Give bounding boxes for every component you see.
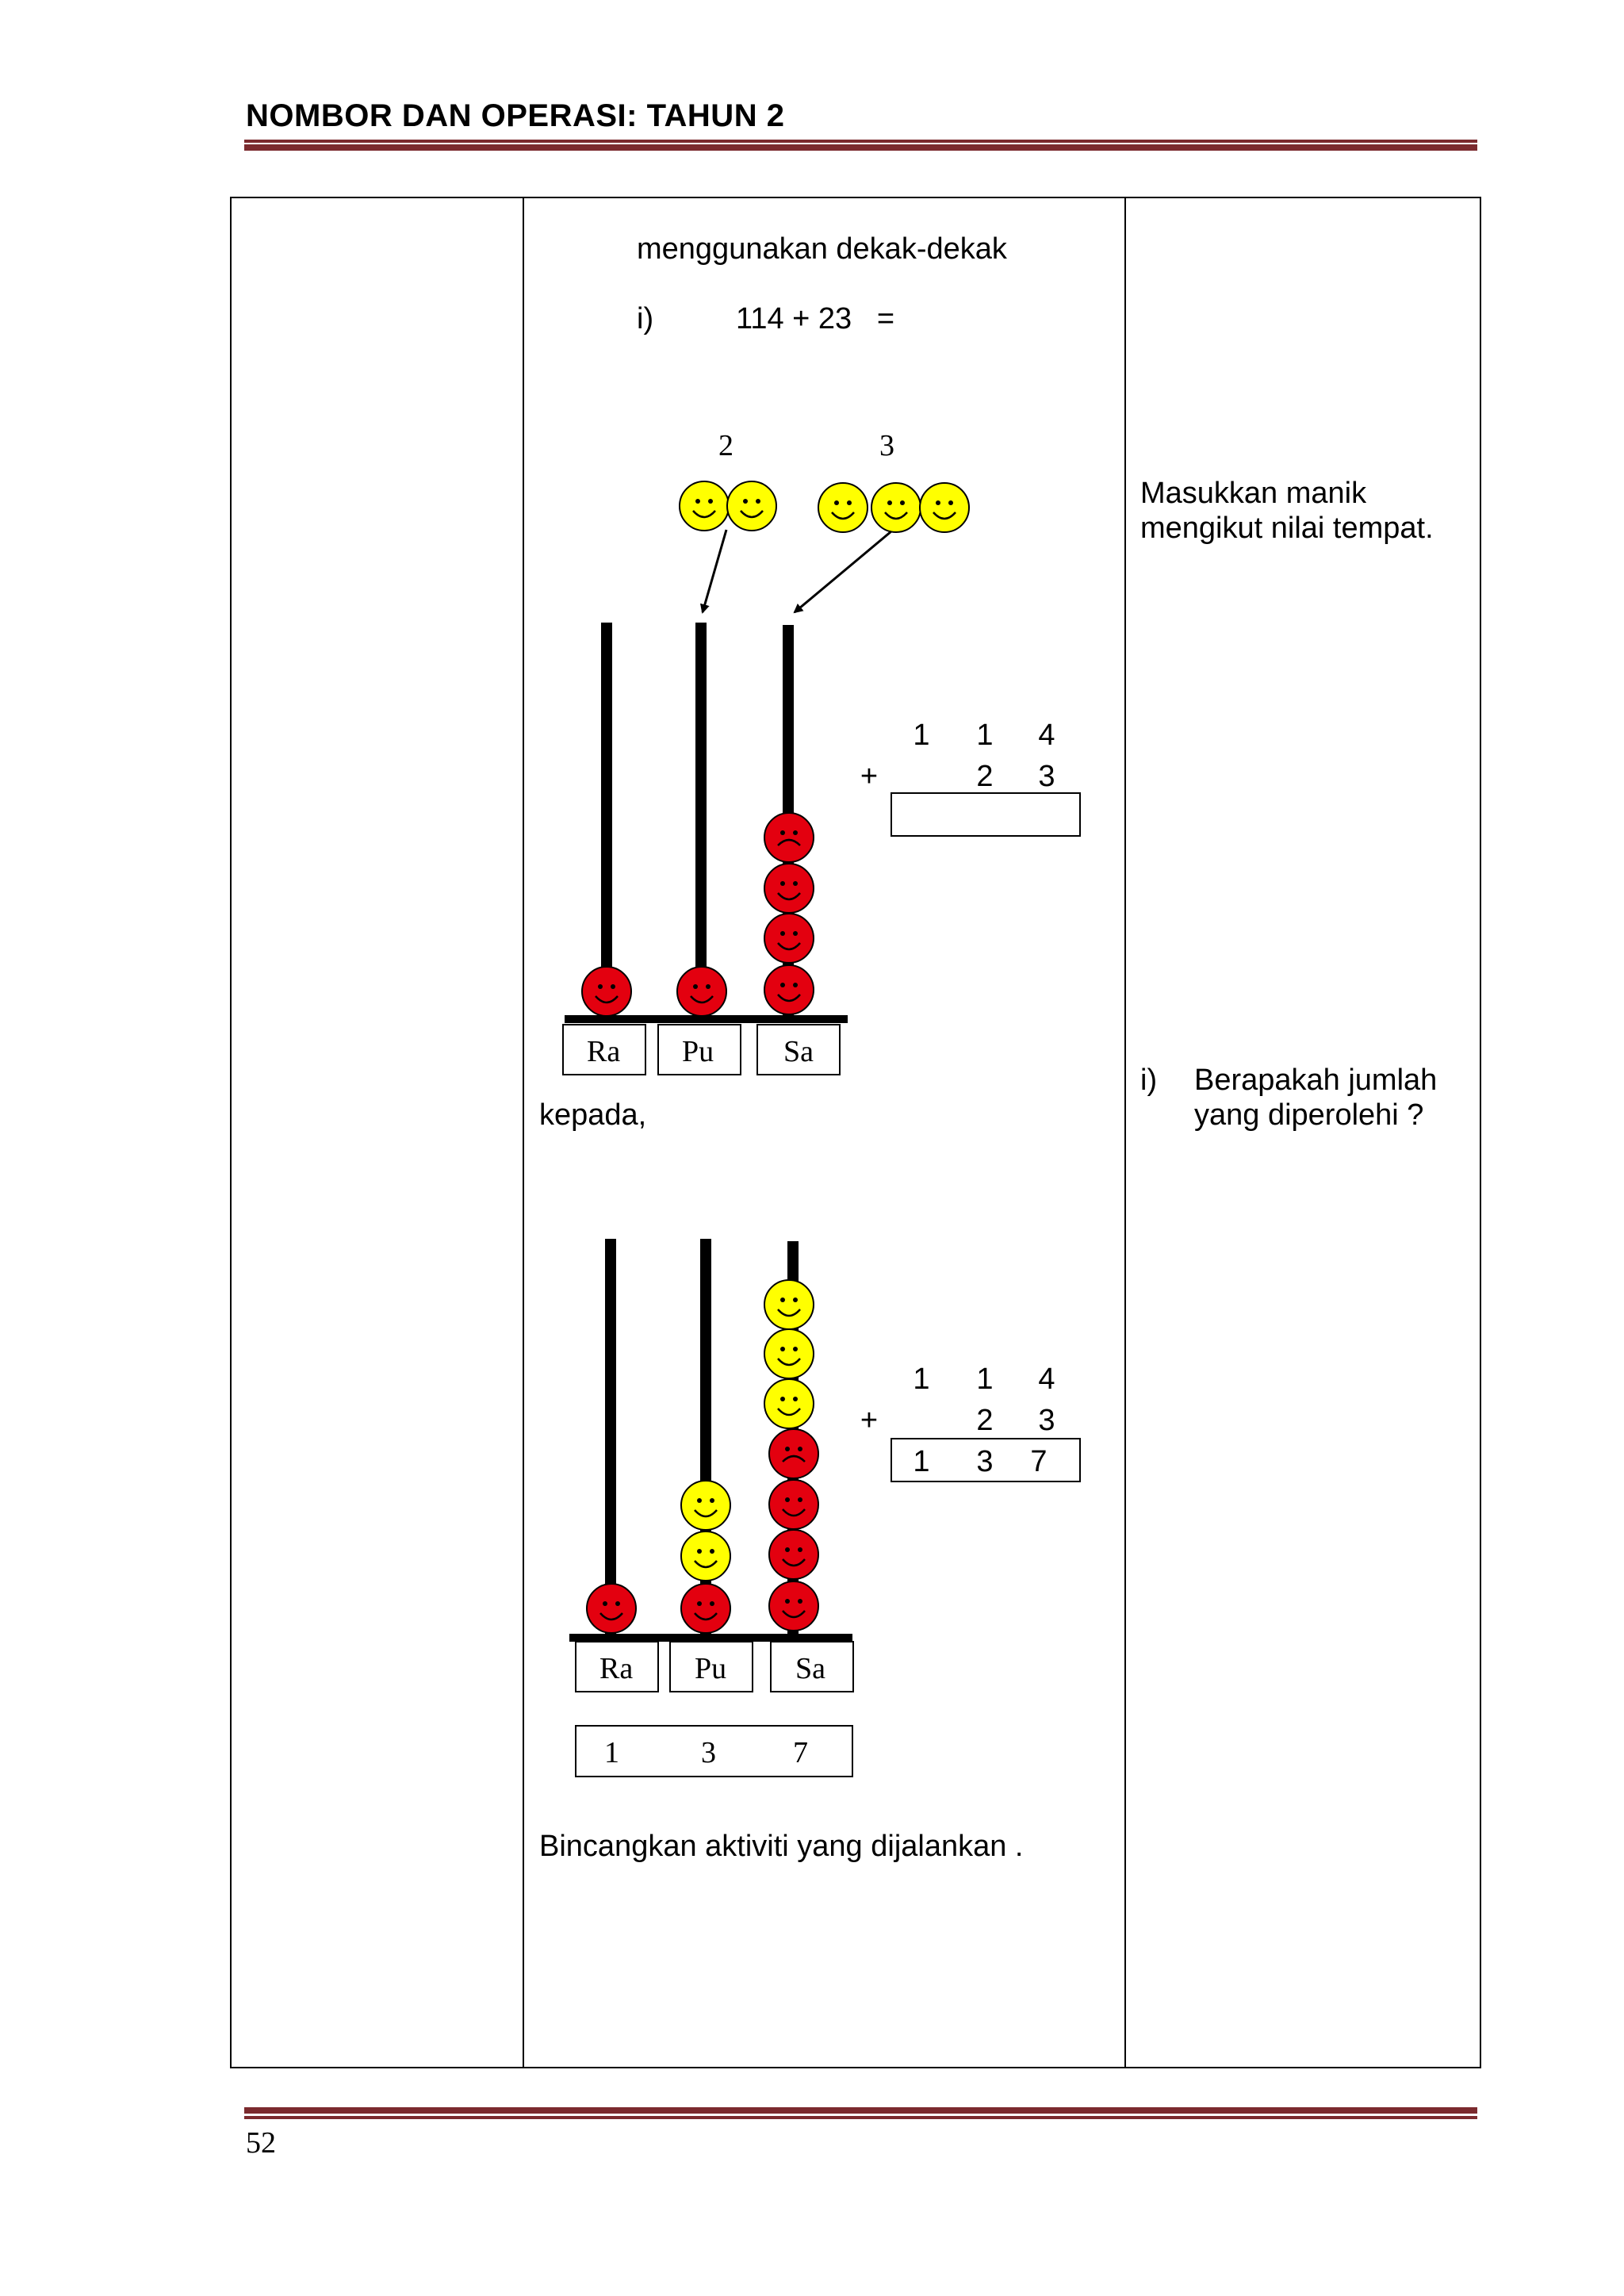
bead2-ones-red-1 [769,1581,818,1631]
sum1-top-tens: 1 [976,719,994,752]
bead2-hundreds [587,1584,636,1633]
place-label-ra: Ra [587,1035,621,1068]
abacus-base-2 [569,1634,852,1642]
footer-rule [244,2116,1477,2119]
result-digit-ones: 7 [793,1736,808,1769]
sum1-bottom-ones: 3 [1038,760,1055,793]
place-label-sa-2: Sa [795,1652,825,1685]
kepada-text: kepada, [539,1098,647,1132]
result-digit-hundreds: 1 [604,1736,619,1769]
sum1-plus: + [860,760,879,793]
bead2-tens-yellow-2 [681,1481,730,1530]
bead2-ones-yellow-3 [764,1280,814,1329]
place-label-sa: Sa [783,1035,814,1068]
sum1-bottom-tens: 2 [976,760,994,793]
sum2-bottom-ones: 3 [1038,1404,1055,1437]
bead2-ones-yellow-1 [764,1379,814,1428]
bead2-tens-red [681,1584,730,1633]
bead2-ones-yellow-2 [764,1329,814,1378]
question-line-1: Berapakah jumlah [1194,1064,1438,1097]
discuss-text: Bincangkan aktiviti yang dijalankan . [539,1830,1024,1863]
bead2-ones-red-3 [769,1480,818,1529]
page-number: 52 [246,2126,276,2160]
sum2-result-tens: 3 [976,1445,994,1478]
question-label: i) [1140,1064,1158,1097]
bead-group-label-tens: 2 [718,429,733,462]
rod-hundreds-2 [605,1239,616,1640]
sum2-plus: + [860,1404,879,1437]
sum1-top-hundreds: 1 [913,719,930,752]
question-line-2: yang diperolehi ? [1194,1098,1424,1132]
footer-rule-thick [244,2107,1477,2114]
intro-text: menggunakan dekak-dekak [637,232,1007,266]
bead2-tens-yellow-1 [681,1531,730,1581]
bead2-ones-red-4 [769,1429,818,1478]
page-title: NOMBOR DAN OPERASI: TAHUN 2 [246,98,785,133]
sum2-bottom-tens: 2 [976,1404,994,1437]
sum2-top-ones: 4 [1038,1363,1055,1396]
sum2-top-hundreds: 1 [913,1363,930,1396]
note-line-1: Masukkan manik [1140,477,1367,510]
bead-group-label-ones: 3 [879,429,894,462]
expression: 114 + 23 = [736,302,895,335]
sum2-result-hundreds: 1 [913,1445,930,1478]
bead2-ones-red-2 [769,1530,818,1579]
place-label-pu-2: Pu [695,1652,727,1685]
place-label-pu: Pu [682,1035,714,1068]
sum1-top-ones: 4 [1038,719,1055,752]
result-digit-tens: 3 [701,1736,716,1769]
place-label-ra-2: Ra [599,1652,634,1685]
item-label: i) [637,302,654,335]
sum2-result-ones: 7 [1030,1445,1048,1478]
note-line-2: mengikut nilai tempat. [1140,512,1434,545]
sum2-top-tens: 1 [976,1363,994,1396]
